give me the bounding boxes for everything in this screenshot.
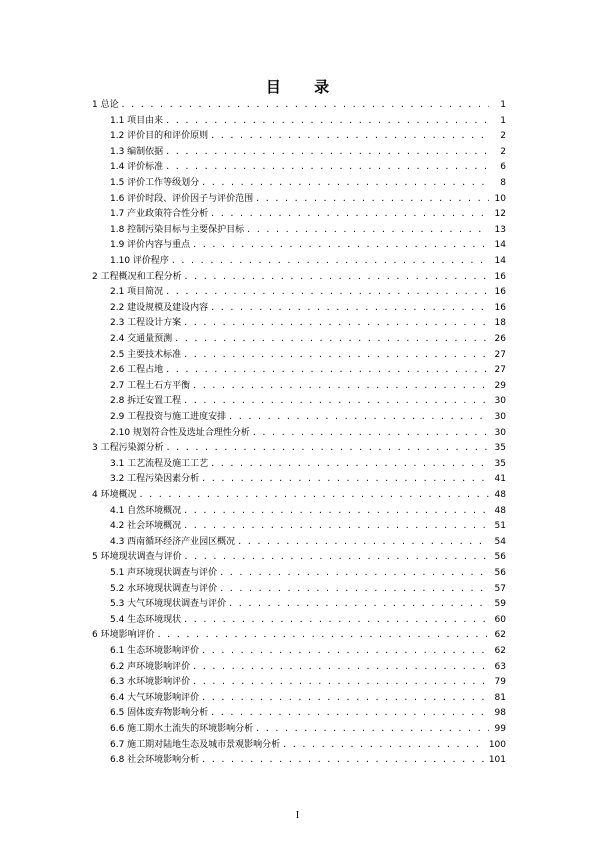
toc-entry-label: 6.4 大气环境影响评价 xyxy=(110,692,200,703)
toc-entry-label: 6.6 施工期水土流失的环境影响分析 xyxy=(110,724,254,734)
toc-section-entry[interactable] xyxy=(110,456,506,471)
toc-entry-page: 2 xyxy=(500,131,506,142)
toc-dot-leader xyxy=(171,253,489,268)
toc-entry-page: 12 xyxy=(494,209,506,220)
toc-dot-leader xyxy=(166,440,489,455)
toc-entry-page: 26 xyxy=(494,334,506,344)
toc-entry-page: 57 xyxy=(494,583,506,594)
toc-dot-leader xyxy=(255,191,489,206)
toc-section-entry[interactable] xyxy=(110,113,506,128)
toc-entry-page: 100 xyxy=(488,739,506,750)
toc-dot-leader xyxy=(210,300,489,315)
toc-section-entry[interactable] xyxy=(110,674,506,689)
toc-section-entry[interactable] xyxy=(110,128,506,143)
toc-section-entry[interactable] xyxy=(110,159,506,174)
toc-entry-page: 62 xyxy=(494,646,506,656)
toc-section-entry[interactable] xyxy=(110,191,506,206)
toc-entry-label: 1.2 评价目的和评价原则 xyxy=(110,131,209,142)
toc-entry-label: 2.7 工程土石方平衡 xyxy=(110,380,191,391)
toc-section-entry[interactable] xyxy=(110,206,506,221)
toc-entry-page: 27 xyxy=(494,365,506,376)
toc-dot-leader xyxy=(183,503,489,518)
toc-entry-page: 99 xyxy=(494,724,506,734)
toc-dot-leader xyxy=(228,409,489,424)
toc-entry-page: 18 xyxy=(494,318,506,329)
toc-entry-page: 98 xyxy=(494,708,506,719)
toc-entry-label: 1.8 控制污染目标与主要保护目标 xyxy=(110,224,245,235)
toc-chapter-entry[interactable] xyxy=(92,440,506,455)
toc-dot-leader xyxy=(246,222,489,237)
toc-dot-leader xyxy=(174,331,489,346)
toc-entry-label: 2.4 交通量预测 xyxy=(110,334,173,344)
toc-entry-page: 56 xyxy=(494,552,506,563)
toc-dot-leader xyxy=(165,144,489,159)
toc-entry-page: 14 xyxy=(494,240,506,251)
toc-dot-leader xyxy=(282,737,486,752)
toc-dot-leader xyxy=(210,128,489,143)
toc-section-entry[interactable] xyxy=(110,300,506,315)
toc-section-entry[interactable] xyxy=(110,596,506,611)
toc-entry-label: 2.6 工程占地 xyxy=(110,365,164,376)
toc-entry-page: 8 xyxy=(500,178,506,188)
toc-entry-label: 2.3 工程设计方案 xyxy=(110,318,182,329)
toc-entry-page: 81 xyxy=(494,692,506,703)
toc-section-entry[interactable] xyxy=(110,503,506,518)
toc-entry-page: 16 xyxy=(494,302,506,313)
toc-dot-leader xyxy=(183,518,489,533)
toc-dot-leader xyxy=(228,596,489,611)
toc-entry-label: 4.1 自然环境概况 xyxy=(110,505,182,516)
toc-entry-page: 51 xyxy=(494,521,506,532)
toc-section-entry[interactable] xyxy=(110,565,506,580)
toc-section-entry[interactable] xyxy=(110,518,506,533)
toc-section-entry[interactable] xyxy=(110,409,506,424)
toc-dot-leader xyxy=(210,705,489,720)
toc-entry-label: 1.3 编制依据 xyxy=(110,146,164,157)
toc-entry-page: 30 xyxy=(494,396,506,407)
toc-entry-label: 1.4 评价标准 xyxy=(110,162,164,173)
toc-dot-leader xyxy=(183,393,489,408)
toc-entry-page: 16 xyxy=(494,287,506,298)
toc-entry-label: 3 工程污染源分析 xyxy=(92,443,164,454)
toc-entry-page: 1 xyxy=(500,115,506,126)
toc-entry-label: 6.1 生态环境影响评价 xyxy=(110,646,200,656)
toc-section-entry[interactable] xyxy=(110,581,506,596)
toc-entry-label: 5.4 生态环境现状 xyxy=(110,614,182,625)
toc-entry-label: 6.3 水环境影响评价 xyxy=(110,677,191,688)
toc-entry-label: 5.3 大气环境现状调查与评价 xyxy=(110,599,227,610)
toc-dot-leader xyxy=(201,643,489,658)
toc-entry-page: 6 xyxy=(500,162,506,173)
toc-entry-label: 2.2 建设规模及建设内容 xyxy=(110,302,209,313)
toc-entry-page: 62 xyxy=(494,630,506,641)
page-number: I xyxy=(295,810,300,821)
toc-title: 目 录 xyxy=(265,78,344,96)
toc-dot-leader xyxy=(139,487,489,502)
toc-entry-page: 30 xyxy=(494,427,506,438)
toc-dot-leader xyxy=(157,627,489,642)
toc-section-entry[interactable] xyxy=(110,284,506,299)
toc-entry-label: 3.2 工程污染因素分析 xyxy=(110,474,200,485)
toc-dot-leader xyxy=(210,456,489,471)
toc-entry-page: 48 xyxy=(494,505,506,516)
toc-entry-page: 48 xyxy=(494,490,506,500)
toc-entry-label: 2 工程概况和工程分析 xyxy=(92,271,182,282)
toc-dot-leader xyxy=(192,237,489,252)
toc-section-entry[interactable] xyxy=(110,752,506,767)
toc-dot-leader xyxy=(121,97,489,112)
toc-section-entry[interactable] xyxy=(110,315,506,330)
toc-chapter-entry[interactable] xyxy=(92,487,506,502)
toc-dot-leader xyxy=(183,612,489,627)
toc-entry-page: 29 xyxy=(494,380,506,391)
toc-entry-label: 1.6 评价时段、评价因子与评价范围 xyxy=(110,193,254,204)
toc-entry-page: 63 xyxy=(494,661,506,672)
toc-entry-page: 10 xyxy=(494,193,506,204)
toc-entry-label: 5.1 声环境现状调查与评价 xyxy=(110,568,218,578)
toc-entry-label: 1.9 评价内容与重点 xyxy=(110,240,191,251)
toc-dot-leader xyxy=(183,347,489,362)
toc-section-entry[interactable] xyxy=(110,393,506,408)
toc-entry-label: 3.1 工艺流程及施工工艺 xyxy=(110,458,209,469)
toc-section-entry[interactable] xyxy=(110,643,506,658)
toc-dot-leader xyxy=(165,159,489,174)
toc-entry-label: 6.7 施工期对陆地生态及城市景观影响分析 xyxy=(110,739,281,750)
toc-entry-page: 13 xyxy=(494,224,506,235)
toc-section-entry[interactable] xyxy=(110,659,506,674)
toc-section-entry[interactable] xyxy=(110,362,506,377)
toc-entry-page: 60 xyxy=(494,614,506,625)
toc-dot-leader xyxy=(255,721,489,736)
toc-dot-leader xyxy=(210,206,489,221)
toc-entry-label: 1.7 产业政策符合性分析 xyxy=(110,209,209,220)
toc-entry-label: 6.5 固体废弃物影响分析 xyxy=(110,708,209,719)
toc-section-entry[interactable] xyxy=(110,253,506,268)
toc-dot-leader xyxy=(184,269,489,284)
toc-entry-label: 6.8 社会环境影响分析 xyxy=(110,755,200,766)
toc-entry-label: 6.2 声环境影响评价 xyxy=(110,661,191,672)
toc-dot-leader xyxy=(201,471,489,486)
toc-dot-leader xyxy=(165,113,489,128)
toc-entry-label: 2.10 规划符合性及选址合理性分析 xyxy=(110,427,250,438)
toc-section-entry[interactable] xyxy=(110,471,506,486)
toc-entry-label: 1.1 项目由来 xyxy=(110,115,164,126)
toc-dot-leader xyxy=(165,284,489,299)
toc-entry-label: 5 环境现状调查与评价 xyxy=(92,552,182,563)
toc-entry-page: 59 xyxy=(494,599,506,610)
toc-section-entry[interactable] xyxy=(110,222,506,237)
toc-section-entry[interactable] xyxy=(110,534,506,549)
toc-entry-page: 35 xyxy=(494,458,506,469)
toc-dot-leader xyxy=(201,175,489,190)
toc-entry-page: 16 xyxy=(494,271,506,282)
toc-entry-label: 1 总论 xyxy=(92,100,119,110)
toc-chapter-entry[interactable] xyxy=(92,627,506,642)
toc-entry-page: 79 xyxy=(494,677,506,688)
toc-section-entry[interactable] xyxy=(110,737,506,752)
toc-section-entry[interactable] xyxy=(110,347,506,362)
toc-entry-label: 1.5 评价工作等级划分 xyxy=(110,178,200,188)
toc-section-entry[interactable] xyxy=(110,425,506,440)
toc-dot-leader xyxy=(201,752,486,767)
toc-entry-page: 14 xyxy=(494,256,506,266)
toc-section-entry[interactable] xyxy=(110,612,506,627)
toc-dot-leader xyxy=(219,581,489,596)
toc-entry-label: 2.8 拆迁安置工程 xyxy=(110,396,182,407)
toc-chapter-entry[interactable] xyxy=(92,269,506,284)
toc-dot-leader xyxy=(184,549,489,564)
toc-entry-page: 1 xyxy=(500,100,506,110)
toc-entry-page: 101 xyxy=(488,755,506,766)
toc-section-entry[interactable] xyxy=(110,331,506,346)
toc-entry-label: 4.2 社会环境概况 xyxy=(110,521,182,532)
toc-entry-page: 27 xyxy=(494,349,506,360)
toc-section-entry[interactable] xyxy=(110,690,506,705)
toc-entry-page: 35 xyxy=(494,443,506,454)
toc-dot-leader xyxy=(219,565,489,580)
toc-dot-leader xyxy=(252,425,489,440)
toc-entry-label: 5.2 水环境现状调查与评价 xyxy=(110,583,218,594)
toc-section-entry[interactable] xyxy=(110,175,506,190)
toc-chapter-entry[interactable] xyxy=(92,97,506,112)
toc-entry-label: 2.5 主要技术标准 xyxy=(110,349,182,360)
toc-section-entry[interactable] xyxy=(110,721,506,736)
toc-entry-label: 2.9 工程投资与施工进度安排 xyxy=(110,412,227,422)
toc-entry-page: 30 xyxy=(494,412,506,422)
toc-section-entry[interactable] xyxy=(110,237,506,252)
toc-section-entry[interactable] xyxy=(110,144,506,159)
toc-dot-leader xyxy=(237,534,489,549)
toc-entry-page: 2 xyxy=(500,146,506,157)
toc-entry-label: 4 环境概况 xyxy=(92,490,137,500)
toc-dot-leader xyxy=(192,674,489,689)
toc-dot-leader xyxy=(192,378,489,393)
toc-entry-page: 41 xyxy=(494,474,506,485)
toc-dot-leader xyxy=(201,690,489,705)
toc-dot-leader xyxy=(183,315,489,330)
toc-dot-leader xyxy=(192,659,489,674)
toc-entry-label: 4.3 西南循环经济产业园区概况 xyxy=(110,536,236,547)
toc-entry-page: 56 xyxy=(494,568,506,578)
toc-section-entry[interactable] xyxy=(110,705,506,720)
toc-entry-page: 54 xyxy=(494,536,506,547)
toc-section-entry[interactable] xyxy=(110,378,506,393)
toc-entry-label: 1.10 评价程序 xyxy=(110,256,169,266)
toc-entry-label: 2.1 项目简况 xyxy=(110,287,164,298)
toc-chapter-entry[interactable] xyxy=(92,549,506,564)
toc-dot-leader xyxy=(165,362,489,377)
toc-entry-label: 6 环境影响评价 xyxy=(92,630,155,641)
